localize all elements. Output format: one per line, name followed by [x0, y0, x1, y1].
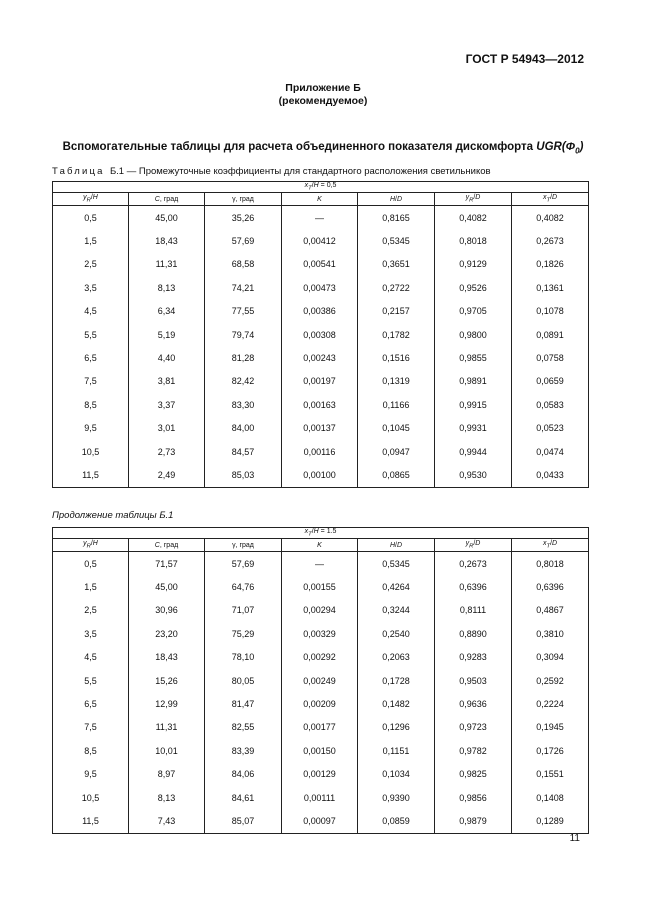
- table-cell: 84,57: [205, 440, 282, 463]
- table-cell: 0,5: [53, 552, 129, 576]
- table-cell: 11,31: [129, 253, 205, 276]
- table-cell: 79,74: [205, 323, 282, 346]
- table-cell: 0,0859: [358, 809, 435, 833]
- table-cell: 0,1289: [512, 809, 589, 833]
- table-cell: 3,5: [53, 276, 129, 299]
- table-row: [53, 763, 589, 786]
- table-cell: 3,5: [53, 622, 129, 645]
- table-row: [53, 622, 589, 645]
- appendix-title: Приложение Б: [285, 82, 361, 94]
- table-cell: 85,03: [205, 463, 282, 487]
- table-cell: 75,29: [205, 622, 282, 645]
- table-cell: 0,00386: [282, 300, 358, 323]
- table-cell: 0,9891: [435, 370, 512, 393]
- table-cell: 0,9129: [435, 253, 512, 276]
- table-cell: 0,8890: [435, 622, 512, 645]
- table-cell: 11,5: [53, 809, 129, 833]
- col-header-k: K: [282, 539, 358, 552]
- table-cell: 12,99: [129, 692, 205, 715]
- table-cell: 0,9390: [358, 786, 435, 809]
- table-cell: 10,5: [53, 440, 129, 463]
- section-heading: [0, 141, 646, 155]
- table-cell: 81,47: [205, 692, 282, 715]
- table-cell: 0,0433: [512, 463, 589, 487]
- table-cell: 0,00243: [282, 346, 358, 369]
- table-cell: 0,9283: [435, 646, 512, 669]
- table-row: [53, 300, 589, 323]
- table-cell: 0,00209: [282, 692, 358, 715]
- table-cell: 1,5: [53, 575, 129, 598]
- table-cell: 8,97: [129, 763, 205, 786]
- table-cell: 0,0891: [512, 323, 589, 346]
- table1-condition: $x_T/H = 0,5$: [53, 182, 589, 193]
- table-cell: 0,1482: [358, 692, 435, 715]
- table-cell: 0,1726: [512, 739, 589, 762]
- table-row: [53, 669, 589, 692]
- table-row: [53, 739, 589, 762]
- table-cell: 8,13: [129, 786, 205, 809]
- table-cell: 0,0523: [512, 417, 589, 440]
- table-cell: 0,4264: [358, 575, 435, 598]
- table-cell: 2,5: [53, 599, 129, 622]
- table-row: [53, 323, 589, 346]
- table-cell: 3,37: [129, 393, 205, 416]
- col-header-h-d: H/D: [358, 193, 435, 206]
- table-cell: 0,00163: [282, 393, 358, 416]
- table-cell: 0,9855: [435, 346, 512, 369]
- table-row: [53, 552, 589, 576]
- table-cell: 4,40: [129, 346, 205, 369]
- table-cell: 0,9636: [435, 692, 512, 715]
- table-cell: 0,9782: [435, 739, 512, 762]
- table-cell: 0,5345: [358, 552, 435, 576]
- table-cell: 3,01: [129, 417, 205, 440]
- table-cell: 0,00150: [282, 739, 358, 762]
- table-cell: 0,9915: [435, 393, 512, 416]
- table-row: [53, 463, 589, 487]
- section-heading-text: Вспомогательные таблицы для расчета объединенного показателя дискомфорта: [62, 141, 534, 153]
- appendix-note: (рекомендуемое): [278, 95, 368, 107]
- table-cell: 0,00197: [282, 370, 358, 393]
- table-cell: 0,1945: [512, 716, 589, 739]
- table-cell: —: [282, 206, 358, 230]
- col-header-yr-d: $y_R/D$: [435, 539, 512, 552]
- table-cell: 0,00129: [282, 763, 358, 786]
- table-cell: 0,8018: [512, 552, 589, 576]
- table-cell: 0,1045: [358, 417, 435, 440]
- table-cell: 0,0583: [512, 393, 589, 416]
- table-cell: 0,0659: [512, 370, 589, 393]
- table-cell: 84,00: [205, 417, 282, 440]
- table1-caption: [52, 166, 491, 177]
- table-row: [53, 253, 589, 276]
- table-cell: 0,00308: [282, 323, 358, 346]
- table-cell: 0,1078: [512, 300, 589, 323]
- col-header-yr-h: $y_R/H$: [53, 539, 129, 552]
- table-cell: 0,1319: [358, 370, 435, 393]
- table-cell: 82,55: [205, 716, 282, 739]
- document-code: ГОСТ Р 54943—2012: [465, 52, 584, 66]
- col-header-gamma: γ, град: [205, 539, 282, 552]
- table-cell: 0,2673: [512, 229, 589, 252]
- table-row: [53, 440, 589, 463]
- table1-caption-text: Б.1 — Промежуточные коэффициенты для стандартного расположения светильников: [109, 166, 491, 177]
- table-cell: 0,0758: [512, 346, 589, 369]
- table-cell: —: [282, 552, 358, 576]
- table-cell: 6,5: [53, 692, 129, 715]
- table1: [52, 181, 589, 488]
- col-header-c: C, град: [129, 539, 205, 552]
- table-cell: 0,4082: [512, 206, 589, 230]
- table-cell: 0,00177: [282, 716, 358, 739]
- table-cell: 0,2540: [358, 622, 435, 645]
- table2: [52, 527, 589, 834]
- table-cell: 84,61: [205, 786, 282, 809]
- table-cell: 45,00: [129, 575, 205, 598]
- table-cell: 0,00137: [282, 417, 358, 440]
- table-cell: 0,8165: [358, 206, 435, 230]
- table-cell: 0,8111: [435, 599, 512, 622]
- table-cell: 84,06: [205, 763, 282, 786]
- table-row: [53, 393, 589, 416]
- table-cell: 0,9503: [435, 669, 512, 692]
- table-cell: 0,0865: [358, 463, 435, 487]
- table-cell: 77,55: [205, 300, 282, 323]
- col-header-c: C, град: [129, 193, 205, 206]
- table2-condition: $x_T/H = 1.5$: [53, 528, 589, 539]
- table-cell: 2,49: [129, 463, 205, 487]
- table-cell: 10,01: [129, 739, 205, 762]
- table-cell: 0,1034: [358, 763, 435, 786]
- table-cell: 0,1782: [358, 323, 435, 346]
- table-cell: 0,9530: [435, 463, 512, 487]
- table-cell: 0,8018: [435, 229, 512, 252]
- table-cell: 68,58: [205, 253, 282, 276]
- col-header-xt-d: $x_T/D$: [512, 193, 589, 206]
- table-cell: 45,00: [129, 206, 205, 230]
- table-cell: 80,05: [205, 669, 282, 692]
- table-cell: 15,26: [129, 669, 205, 692]
- col-header-h-d: H/D: [358, 539, 435, 552]
- table-cell: 4,5: [53, 300, 129, 323]
- table-cell: 0,5345: [358, 229, 435, 252]
- table-cell: 0,00097: [282, 809, 358, 833]
- table-cell: 0,1728: [358, 669, 435, 692]
- table-cell: 11,5: [53, 463, 129, 487]
- table-cell: 0,1151: [358, 739, 435, 762]
- table-cell: 0,9723: [435, 716, 512, 739]
- table-cell: 0,2224: [512, 692, 589, 715]
- table-cell: 0,1551: [512, 763, 589, 786]
- table-cell: 0,9705: [435, 300, 512, 323]
- table-row: [53, 229, 589, 252]
- table-cell: 8,5: [53, 739, 129, 762]
- table-cell: 7,5: [53, 716, 129, 739]
- table-cell: 3,81: [129, 370, 205, 393]
- table-cell: 0,4082: [435, 206, 512, 230]
- table-cell: 78,10: [205, 646, 282, 669]
- table-cell: 83,30: [205, 393, 282, 416]
- table-cell: 1,5: [53, 229, 129, 252]
- table-cell: 0,9800: [435, 323, 512, 346]
- table-cell: 18,43: [129, 646, 205, 669]
- table-cell: 71,57: [129, 552, 205, 576]
- table-cell: 9,5: [53, 763, 129, 786]
- page-number: 11: [569, 833, 580, 844]
- table-cell: 0,00116: [282, 440, 358, 463]
- table-cell: 0,2157: [358, 300, 435, 323]
- table-cell: 0,00155: [282, 575, 358, 598]
- table-cell: 0,5: [53, 206, 129, 230]
- table-row: [53, 276, 589, 299]
- table-cell: 0,2063: [358, 646, 435, 669]
- table-cell: 0,9931: [435, 417, 512, 440]
- table-cell: 0,3810: [512, 622, 589, 645]
- table-cell: 9,5: [53, 417, 129, 440]
- table-cell: 81,28: [205, 346, 282, 369]
- table-cell: 0,6396: [435, 575, 512, 598]
- col-header-k: K: [282, 193, 358, 206]
- table-cell: 4,5: [53, 646, 129, 669]
- table-row: [53, 646, 589, 669]
- table-row: [53, 786, 589, 809]
- table-cell: 0,9944: [435, 440, 512, 463]
- ugr-symbol: $UGR(\Phi_0)$: [536, 141, 584, 156]
- table-row: [53, 206, 589, 230]
- table-cell: 0,1296: [358, 716, 435, 739]
- table-cell: 64,76: [205, 575, 282, 598]
- table-row: [53, 575, 589, 598]
- table-cell: 0,9879: [435, 809, 512, 833]
- table-cell: 57,69: [205, 229, 282, 252]
- table-cell: 0,3094: [512, 646, 589, 669]
- col-header-yr-d: $y_R/D$: [435, 193, 512, 206]
- table-cell: 0,9526: [435, 276, 512, 299]
- table-cell: 0,4867: [512, 599, 589, 622]
- table-cell: 30,96: [129, 599, 205, 622]
- table-cell: 57,69: [205, 552, 282, 576]
- table-row: [53, 370, 589, 393]
- table-cell: 0,6396: [512, 575, 589, 598]
- table-cell: 35,26: [205, 206, 282, 230]
- table-cell: 8,13: [129, 276, 205, 299]
- table-cell: 82,42: [205, 370, 282, 393]
- table-cell: 2,5: [53, 253, 129, 276]
- col-header-xt-d: $x_T/D$: [512, 539, 589, 552]
- table-row: [53, 716, 589, 739]
- table-row: [53, 692, 589, 715]
- table-cell: 0,00473: [282, 276, 358, 299]
- table-cell: 0,1408: [512, 786, 589, 809]
- table-cell: 6,5: [53, 346, 129, 369]
- table-cell: 85,07: [205, 809, 282, 833]
- table-cell: 7,5: [53, 370, 129, 393]
- table-row: [53, 417, 589, 440]
- table-cell: 7,43: [129, 809, 205, 833]
- table-cell: 2,73: [129, 440, 205, 463]
- table-cell: 5,19: [129, 323, 205, 346]
- table-cell: 5,5: [53, 323, 129, 346]
- table-cell: 0,1166: [358, 393, 435, 416]
- col-header-yr-h: $y_R/H$: [53, 193, 129, 206]
- table-cell: 0,00100: [282, 463, 358, 487]
- table-cell: 0,1361: [512, 276, 589, 299]
- table-cell: 0,0947: [358, 440, 435, 463]
- table-cell: 0,9856: [435, 786, 512, 809]
- table-cell: 0,00412: [282, 229, 358, 252]
- table-cell: 0,2722: [358, 276, 435, 299]
- table-cell: 71,07: [205, 599, 282, 622]
- table-cell: 0,1826: [512, 253, 589, 276]
- table-row: [53, 599, 589, 622]
- table-cell: 0,00541: [282, 253, 358, 276]
- table-cell: 0,3244: [358, 599, 435, 622]
- table2-caption: Продолжение таблицы Б.1: [52, 510, 174, 521]
- table-cell: 0,2673: [435, 552, 512, 576]
- table-cell: 8,5: [53, 393, 129, 416]
- table-cell: 0,0474: [512, 440, 589, 463]
- table-cell: 0,00292: [282, 646, 358, 669]
- table-cell: 74,21: [205, 276, 282, 299]
- table-cell: 0,00249: [282, 669, 358, 692]
- table-cell: 0,1516: [358, 346, 435, 369]
- table-cell: 0,00111: [282, 786, 358, 809]
- table-cell: 23,20: [129, 622, 205, 645]
- table-cell: 0,9825: [435, 763, 512, 786]
- table-cell: 83,39: [205, 739, 282, 762]
- table-cell: 0,2592: [512, 669, 589, 692]
- table-cell: 0,00294: [282, 599, 358, 622]
- table-cell: 5,5: [53, 669, 129, 692]
- table-cell: 0,3651: [358, 253, 435, 276]
- table-cell: 18,43: [129, 229, 205, 252]
- table-row: [53, 809, 589, 833]
- table1-caption-prefix: Таблица: [52, 166, 105, 177]
- table-row: [53, 346, 589, 369]
- table-cell: 0,00329: [282, 622, 358, 645]
- col-header-gamma: γ, град: [205, 193, 282, 206]
- table-cell: 11,31: [129, 716, 205, 739]
- table-cell: 6,34: [129, 300, 205, 323]
- table-cell: 10,5: [53, 786, 129, 809]
